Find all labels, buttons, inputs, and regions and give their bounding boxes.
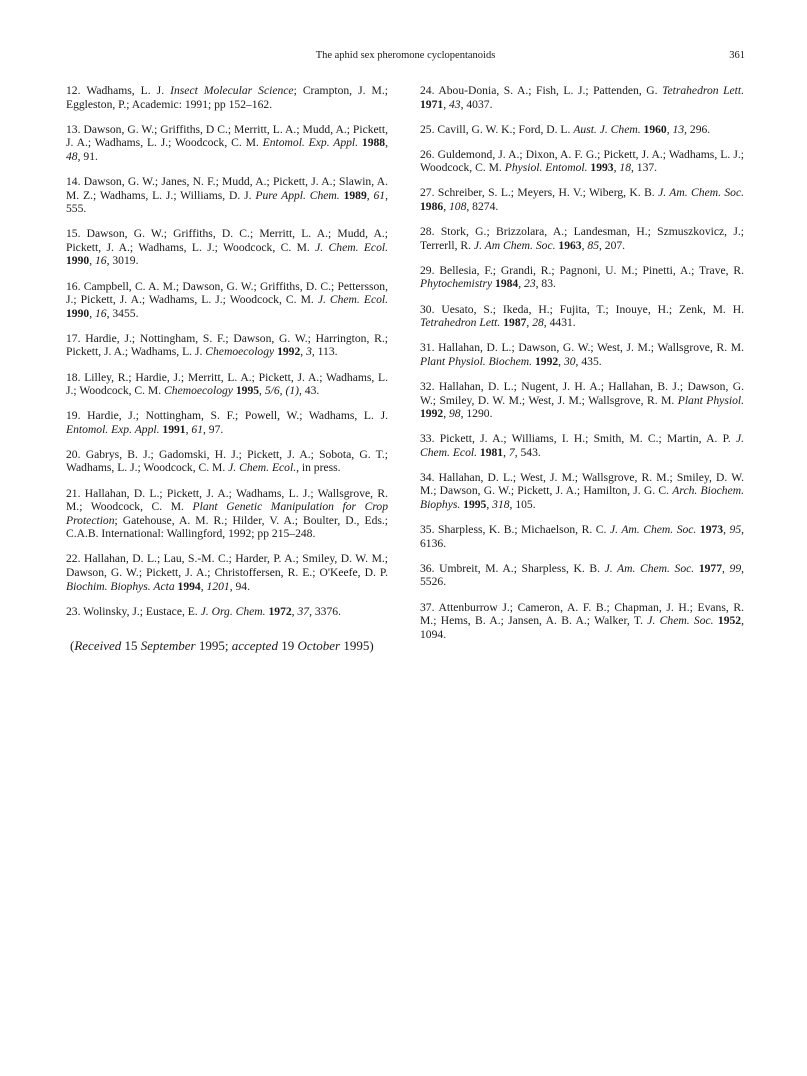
italic-text: 61 xyxy=(191,422,203,436)
reference-entry xyxy=(66,409,388,436)
italic-text: J. Chem. Ecol. xyxy=(228,461,297,475)
bold-text: 1992 xyxy=(420,407,444,421)
references-column-left xyxy=(66,84,388,630)
italic-text: Tetrahedron Lett. xyxy=(662,84,745,97)
text-run: ; Crampton, J. M.; Eggleston, P.; Academic: 1991; pp 152–162. xyxy=(66,84,388,111)
italic-text: J. Am Chem. Soc. xyxy=(473,238,556,252)
text-run: , xyxy=(443,97,449,111)
italic-text: Tetrahedron Lett. xyxy=(420,316,501,330)
text-run: 37. Attenburrow J.; Cameron, A. F. B.; Chapman, J. H.; Evans, R. M.; Hems, B. A.; Jansen, A. B. A.; Walker, T. xyxy=(420,600,744,628)
bold-text: 1971 xyxy=(420,97,444,111)
references-column-right xyxy=(420,84,744,653)
text-run: , xyxy=(291,604,298,618)
italic-text: J. Chem. Ecol. xyxy=(315,240,388,254)
reference-entry xyxy=(420,123,744,137)
italic-text: Plant Genetic Manipulation for Crop Protection xyxy=(66,500,388,527)
text-run: 19 xyxy=(277,638,298,653)
italic-text: Entomol. Exp. Appl. xyxy=(66,422,160,436)
text-run: ( xyxy=(70,638,75,653)
text-run: 36. Umbreit, M. A.; Sharpless, K. B. xyxy=(420,561,605,575)
text-run: , 4431. xyxy=(543,316,576,330)
italic-text: 95 xyxy=(729,523,742,537)
text-run: , in press. xyxy=(296,461,341,475)
italic-text: Pure Appl. Chem. xyxy=(255,188,340,202)
text-run: 20. Gabrys, B. J.; Gadomski, H. J.; Pickett, J. A.; Sobota, G. T.; Wadhams, L. J.; Woodcock, C. M. xyxy=(66,447,388,475)
bold-text: 1984 xyxy=(495,277,519,291)
text-run: 28. Stork, G.; Brizzolara, A.; Landesman, H.; Szmuszkovicz, J.; Terrerll, R. xyxy=(420,225,744,252)
italic-text: Physiol. Entomol. xyxy=(504,161,588,175)
reference-entry xyxy=(420,380,744,421)
text-run: , 296. xyxy=(684,122,711,136)
reference-entry xyxy=(420,186,744,213)
received-accepted-note xyxy=(70,638,470,654)
italic-text: Aust. J. Chem. xyxy=(573,122,641,136)
text-run: , xyxy=(666,122,673,136)
text-run: 31. Hallahan, D. L.; Dawson, G. W.; West, J. M.; Wallsgrove, R. M. xyxy=(420,341,744,355)
text-run: , xyxy=(581,238,588,252)
running-head xyxy=(66,50,745,66)
text-run: 1995; xyxy=(195,638,232,653)
text-run: , 5526. xyxy=(420,561,745,589)
italic-text: 16 xyxy=(94,254,107,268)
reference-entry xyxy=(420,341,744,368)
bold-text: 1960 xyxy=(643,122,667,136)
italic-text: 18 xyxy=(619,161,631,175)
reference-entry xyxy=(66,605,388,619)
text-run: , xyxy=(518,277,525,291)
reference-entry xyxy=(66,175,388,216)
reference-entry xyxy=(66,371,388,398)
text-run: 25. Cavill, G. W. K.; Ford, D. L. xyxy=(420,122,574,136)
text-run: 34. Hallahan, D. L.; West, J. M.; Wallsgrove, R. M.; Smiley, D. W. M.; Dawson, G. W.; Pickett, J. A.; Hamilton, J. G. C. xyxy=(420,470,744,498)
text-run: , 6136. xyxy=(420,523,745,550)
text-run: 18. Lilley, R.; Hardie, J.; Merritt, L. A.; Pickett, J. A.; Wadhams, L. J.; Woodcock, C. M. xyxy=(66,370,388,398)
reference-entry xyxy=(420,471,744,512)
text-run: , 1094. xyxy=(420,614,744,641)
italic-text: September xyxy=(140,638,196,653)
text-run: , xyxy=(722,561,730,575)
text-run: , 43. xyxy=(298,384,320,398)
text-run: , 8274. xyxy=(466,200,499,214)
text-run: , 555. xyxy=(66,188,388,216)
text-run: , 435. xyxy=(575,354,602,368)
italic-text: J. Chem. Ecol. xyxy=(420,432,744,459)
text-run: 23. Wolinsky, J.; Eustace, E. xyxy=(66,604,201,618)
text-run: 16. Campbell, C. A. M.; Dawson, G. W.; Griffiths, D. C.; Pettersson, J.; Pickett, J. A.; Wadhams, L. J.; Woodcock, C. M. xyxy=(66,279,388,307)
bold-text: 1987 xyxy=(503,316,527,330)
text-run: 22. Hallahan, D. L.; Lau, S.-M. C.; Harder, P. A.; Smiley, D. W. M.; Dawson, G. W.; Pickett, J. A.; Christoffersen, R. E.; O'Keefe, D. P. xyxy=(66,552,388,580)
text-run: , xyxy=(526,316,533,330)
text-run: , 4037. xyxy=(460,97,493,111)
reference-entry xyxy=(420,264,744,291)
text-run: , xyxy=(185,422,192,436)
reference-entry xyxy=(420,432,744,459)
reference-entry xyxy=(420,523,744,550)
italic-text: J. Chem. Ecol. xyxy=(317,293,388,307)
text-run: 30. Uesato, S.; Ikeda, H.; Fujita, T.; Inouye, H.; Zenk, M. H. xyxy=(420,302,744,316)
reference-entry xyxy=(420,601,744,642)
text-run: 15 xyxy=(121,638,141,653)
reference-entry xyxy=(66,332,388,359)
text-run: , xyxy=(443,200,449,214)
bold-text: 1995 xyxy=(235,384,260,398)
text-run: , 137. xyxy=(630,161,658,175)
italic-text: 85 xyxy=(587,238,599,252)
bold-text: 1989 xyxy=(343,188,367,202)
italic-text: 98 xyxy=(448,407,461,421)
text-run: , 97. xyxy=(202,422,224,436)
bold-text: 1993 xyxy=(590,161,614,175)
bold-text: 1992 xyxy=(534,354,559,368)
bold-text: 1991 xyxy=(162,422,186,436)
italic-text: Chemoecology xyxy=(164,384,233,398)
text-run: , xyxy=(486,498,493,512)
italic-text: October xyxy=(297,638,341,653)
italic-text: Arch. Biochem. Biophys. xyxy=(420,484,744,512)
italic-text: accepted xyxy=(231,638,278,653)
reference-entry xyxy=(420,225,744,252)
italic-text: 3 xyxy=(306,345,312,359)
text-run: 21. Hallahan, D. L.; Pickett, J. A.; Wadhams, L. J.; Wallsgrove, R. M.; Woodcock, C. M. xyxy=(66,486,388,514)
text-run: , xyxy=(443,407,449,421)
italic-text: Plant Physiol. xyxy=(677,393,744,407)
text-run: , 1290. xyxy=(460,407,493,421)
italic-text: J. Org. Chem. xyxy=(200,604,266,618)
text-run: 27. Schreiber, S. L.; Meyers, H. V.; Wiberg, K. B. xyxy=(420,186,659,200)
page-number: 361 xyxy=(729,50,745,61)
text-run: , 3019. xyxy=(106,254,139,268)
text-run: , 105. xyxy=(509,498,536,512)
bold-text: 1952 xyxy=(717,614,742,628)
italic-text: Plant Physiol. Biochem. xyxy=(420,354,533,368)
italic-text: Phytochemistry xyxy=(420,277,493,291)
text-run: , xyxy=(723,523,730,537)
text-run: , xyxy=(385,136,388,150)
bold-text: 1973 xyxy=(699,523,724,537)
italic-text: 30 xyxy=(563,354,576,368)
bold-text: 1994 xyxy=(177,579,201,593)
italic-text: J. Am. Chem. Soc. xyxy=(604,561,695,575)
text-run: , xyxy=(613,161,620,175)
reference-entry xyxy=(66,552,388,593)
text-run: , xyxy=(200,579,207,593)
text-run: , xyxy=(366,188,374,202)
text-run: 15. Dawson, G. W.; Griffiths, D. C.; Merritt, L. A.; Mudd, A.; Pickett, J. A.; Wadhams, L. J.; Woodcock, C. M. xyxy=(66,227,388,254)
italic-text: 5/6, (1) xyxy=(264,384,299,398)
reference-entry xyxy=(420,84,744,111)
reference-entry xyxy=(66,123,388,164)
text-run: 12. Wadhams, L. J. xyxy=(66,84,171,97)
text-run: 19. Hardie, J.; Nottingham, S. F.; Powell, W.; Wadhams, L. J. xyxy=(66,409,388,423)
reference-entry xyxy=(66,487,388,541)
italic-text: 23 xyxy=(524,277,536,291)
text-run: , 3455. xyxy=(106,306,139,320)
reference-entry xyxy=(420,562,744,589)
bold-text: 1977 xyxy=(698,561,722,575)
text-run: , 94. xyxy=(229,579,250,593)
italic-text: 7 xyxy=(508,445,515,459)
reference-entry xyxy=(66,280,388,321)
text-run: , xyxy=(558,354,564,368)
italic-text: 61 xyxy=(373,188,386,202)
text-run: 32. Hallahan, D. L.; Nugent, J. H. A.; Hallahan, B. J.; Dawson, G. W.; Smiley, D. W. M.; West, J. M.; Wallsgrove, R. M. xyxy=(420,379,744,407)
text-run: , 3376. xyxy=(309,604,341,618)
italic-text: 48 xyxy=(66,149,78,163)
italic-text: 99 xyxy=(729,561,742,575)
bold-text: 1992 xyxy=(277,345,301,359)
text-run: 26. Guldemond, J. A.; Dixon, A. F. G.; Pickett, J. A.; Wadhams, L. J.; Woodcock, C. M. xyxy=(420,147,744,175)
bold-text: 1995 xyxy=(463,498,487,512)
text-run: 29. Bellesia, F.; Grandi, R.; Pagnoni, U. M.; Pinetti, A.; Trave, R. xyxy=(420,263,744,277)
bold-text: 1986 xyxy=(420,200,444,214)
italic-text: J. Am. Chem. Soc. xyxy=(658,186,745,200)
text-run: 1995) xyxy=(340,638,374,653)
italic-text: J. Am. Chem. Soc. xyxy=(609,523,697,537)
bold-text: 1972 xyxy=(268,604,292,618)
italic-text: 28 xyxy=(532,316,544,330)
italic-text: 108 xyxy=(448,200,467,214)
bold-text: 1990 xyxy=(66,254,90,268)
running-title: The aphid sex pheromone cyclopentanoids xyxy=(315,50,496,61)
italic-text: 318 xyxy=(492,498,510,512)
italic-text: Chemoecology xyxy=(205,345,275,359)
bold-text: 1988 xyxy=(361,136,386,150)
reference-entry xyxy=(420,303,744,330)
text-run: , xyxy=(89,254,95,268)
bold-text: 1990 xyxy=(66,306,90,320)
italic-text: Entomol. Exp. Appl. xyxy=(262,136,359,150)
text-run: , xyxy=(503,445,509,459)
italic-text: 1201 xyxy=(206,579,230,593)
reference-entry xyxy=(66,84,388,111)
italic-text: 37 xyxy=(297,604,310,618)
text-run: , xyxy=(259,384,265,398)
italic-text: 43 xyxy=(448,97,461,111)
reference-entry xyxy=(66,227,388,268)
text-run: ; Gatehouse, A. M. R.; Hilder, V. A.; Boulter, D., Eds.; C.A.B. International: Wallingford, 1992; pp 215–248. xyxy=(66,513,388,541)
italic-text: 13 xyxy=(672,122,685,136)
text-run: 14. Dawson, G. W.; Janes, N. F.; Mudd, A.; Pickett, J. A.; Slawin, A. M. Z.; Wadhams, L. J.; Williams, D. J. xyxy=(66,174,388,202)
text-run: , 113. xyxy=(311,345,338,359)
bold-text: 1963 xyxy=(558,238,582,252)
text-run: , 543. xyxy=(514,445,541,459)
bold-text: 1981 xyxy=(479,445,504,459)
text-run: , 83. xyxy=(535,277,556,291)
text-run: 17. Hardie, J.; Nottingham, S. F.; Dawson, G. W.; Harrington, R.; Pickett, J. A.; Wadhams, L. J. xyxy=(66,331,388,359)
text-run: , xyxy=(300,345,307,359)
text-run: , 91. xyxy=(77,149,98,163)
italic-text: J. Chem. Soc. xyxy=(647,614,714,628)
italic-text: Received xyxy=(74,638,122,653)
text-run: 33. Pickett, J. A.; Williams, I. H.; Smith, M. C.; Martin, A. P. xyxy=(420,432,736,446)
text-run: , xyxy=(89,306,95,320)
text-run: 35. Sharpless, K. B.; Michaelson, R. C. xyxy=(420,523,610,537)
text-run: 13. Dawson, G. W.; Griffiths, D C.; Merritt, L. A.; Mudd, A.; Pickett, J. A.; Wadhams, L. J.; Woodcock, C. M. xyxy=(66,122,388,150)
italic-text: Insect Molecular Science xyxy=(170,84,294,97)
italic-text: Biochim. Biophys. Acta xyxy=(66,579,175,593)
text-run: 24. Abou-Donia, S. A.; Fish, L. J.; Pattenden, G. xyxy=(420,84,663,97)
reference-entry xyxy=(420,148,744,175)
text-run: , 207. xyxy=(598,238,626,252)
reference-entry xyxy=(66,448,388,475)
italic-text: 16 xyxy=(94,306,107,320)
